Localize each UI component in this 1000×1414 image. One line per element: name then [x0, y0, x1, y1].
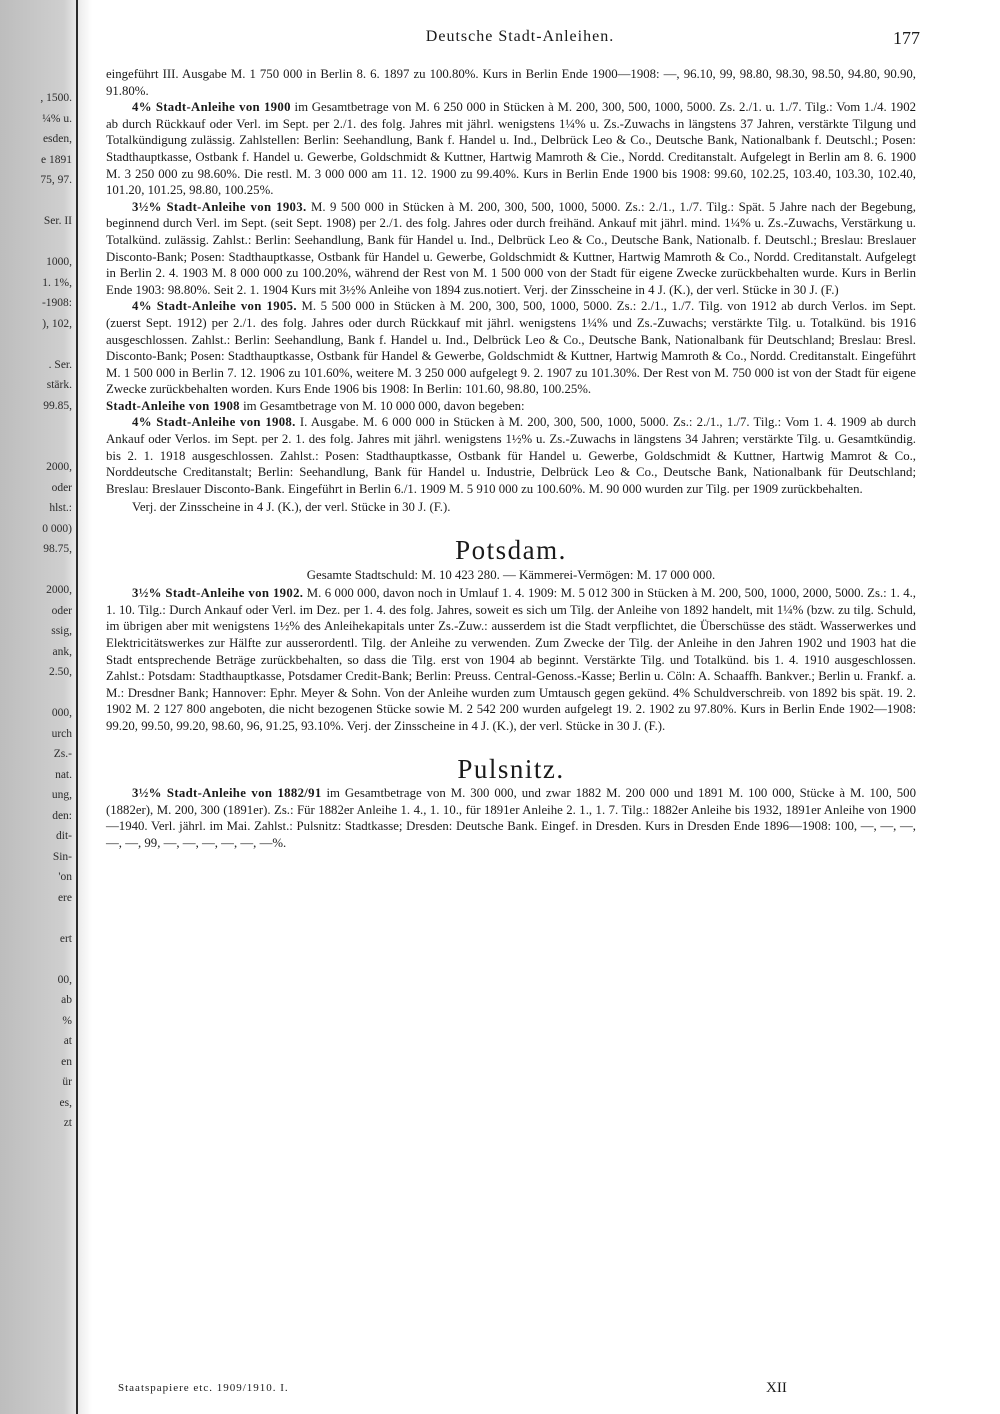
entry-text: M. 5 500 000 in Stücken à M. 200, 300, 500, 1000, 5000. Zs.: 2./1., 1./7. Tilg. von 1912 ab durch Verlos. im Sept. (zuerst Sept. 1912) per 2./1. des folg. Jahres oder durch Rückkauf mit jährl. wenigstens 1¼% und Zs.-Zuwachs; verstärkte Tilg. u. Totalkünd. bis 1916 ausgeschlossen. Zahlst.: Berlin: Seehandlung, Bank f. Handel u. Ind., Delbrück Leo & Co., Deutsche Bank, Nationalbank für Deutschland; Breslau: Bresl. Disconto-Bank; Posen: Stadthauptkasse, Ostbank für Handel & Gewerbe, Goldschmidt & Kuttner, Hartwig Mamroth & Co., Nordd. Creditanstalt. Eingeführt M. 1 500 000 in Berlin 7. 12. 1906 zu 101.60%, weitere M. 3 250 000 aufgelegt 9. 2. 1907 zu 101.30%. Der Rest von M. 750 000 ist von der Stadt für eigene Zwecke zurückbehalten worden. Kurs Ende 1906 bis 1908: In Berlin: 101.60, 98.80, 100.25%.: [106, 299, 916, 397]
berlin-entry-1908-total: [106, 398, 916, 415]
berlin-entry-1903: [106, 199, 916, 299]
potsdam-debt-summary: Gesamte Stadtschuld: M. 10 423 280. — Kämmerei-Vermögen: M. 17 000 000.: [306, 567, 716, 582]
entry-text: M. 6 000 000, davon noch in Umlauf 1. 4. 1909: M. 5 012 300 in Stücken à M. 200, 500, 1000, 2000, 5000. Zs.: 1. 4., 1. 10. Tilg.: Durch Ankauf oder Verl. im Dez. per 1. 4. des folg. Jahres, soweit es sich um Tilg. der Anleihe von 1892 handelt, mit 1¼% (bzw. zu tilg. Schuld, im übrigen aber mit wenigstens 1½% des Anleihekapitals unter Zs.-Zuw.: ausserdem ist die Stadt verpflichtet, die Überschüsse des städt. Wasserwerkes und Elektricitätswerkes zur Hälfte zur ausserordentl. Tilg. der Anleihe zu verwenden. Zum Zwecke der Tilg. der Anleihe in den Jahren 1902 und 1903 hat die Stadt entsprechende Beträge zurückbehalten, so dass die Tilg. erst von 1904 ab beginnt. Verstärkte Tilg. und Totalkünd. bis 1. 4. 1910 ausgeschlossen. Zahlst.: Potsdam: Stadthauptkasse, Potsdamer Credit-Bank; Berlin: Preuss. Central-Genoss.-Kasse; Berlin u. Cöln: A. Schaaffh. Bankver.; Berlin u. Frankf. a. M.: Dresdner Bank; Hannover: Ephr. Meyer & Sohn. Von der Anleihe wurden zum Umtausch gegen gekünd. 4% Schuldverschreib. von 1892 bis spät. 19. 2. 1902 M. 2 127 800 angeboten, die nicht bezogenen Stücke sowie M. 2 542 200 wurden aufgelegt 19. 2. 1902 zu 97.80%. Kurs in Berlin Ende 1902—1908: 99.20, 99.50, 99.20, 98.60, 96, 91.25, 93.10%. Verj. der Zinsscheine in 4 J. (K.), der verl. Stücke in 30 J. (F.).: [106, 586, 916, 733]
running-title: Deutsche Stadt-Anleihen.: [425, 28, 615, 45]
berlin-entry-1900: [106, 99, 916, 199]
entry-heading: 4% Stadt-Anleihe von 1900: [132, 100, 291, 115]
entry-heading: 3½% Stadt-Anleihe von 1902.: [132, 586, 304, 601]
entry-text: M. 9 500 000 in Stücken à M. 200, 300, 500, 1000, 5000. Zs.: 2./1., 1./7. Tilg.: Spät. 5 Jahre nach der Begebung, beginnend durch Verl. im Sept. (seit Sept. 1908) per 2./1. des folg. Jahres oder durch freihänd. Ankauf mit jährl. mind. 1¼% u. Zs.-Zuwachs, Verstärkung u. Totalkünd. zulässig. Zahlst.: Berlin: Seehandlung, Bank für Handel u. Ind., Delbrück Leo & Co., Deutsche Bank, Nationalb. f. Deutschl.; Breslau: Breslauer Disconto-Bank; Posen: Stadthauptkasse, Ostbank für Handel u. Gewerbe, Goldschmidt & Kuttner, Hartwig Mamroth & Co., Nordd. Creditanstalt. Aufgelegt in Berlin 2. 4. 1903 M. 8 000 000 zu 100.20%, während der Rest von M. 1 500 000 von der Stadt für eigene Zwecke zurückbehalten wurde. Kurs in Berlin Ende 1903: 98.80%. Seit 2. 1. 1904 Kurs mit 3½% Anleihe von 1894 zus.notiert. Verj. der Zinsscheine in 4 J. (K.), der verl. Stücke in 30 J. (F.): [106, 199, 916, 297]
entry-heading: Stadt-Anleihe von 1908: [106, 398, 240, 413]
entry-text: im Gesamtbetrage von M. 6 250 000 in Stücken à M. 200, 300, 500, 1000, 5000. Zs. 2./1. u. 1./7. Tilg.: Vom 1./4. 1902 ab durch Rückkauf oder Verl. im Sept. per 2./1. des folg. Jahres mit jährl. wenigstens 1¼% u. Zs.-Zuwachs in längstens 37 Jahren, verstärkte Tilgung und Totalkündigung zulässig. Zahlstellen: Berlin: Seehandlung, Bank f. Handel u. Ind., Delbrück Leo & Co., Deutsche Bank, Nationalbank f. Deutschl.; Posen: Stadthauptkasse, Ostbank f. Handel u. Gewerbe, Goldschmidt & Kuttner, Hartwig Mamroth & Cie., Nordd. Creditanstalt. Aufgelegt in Berlin am 8. 6. 1900 M. 3 250 000 zu 98.60%. Die restl. M. 3 000 000 am 11. 12. 1900 zu 99.40%. Kurs in Berlin Ende 1900 bis 1908: 99.60, 102.25, 103.40, 103.30, 102.40, 101.20, 101.25, 98.80, 100.25%.: [106, 100, 917, 198]
city-heading-potsdam: Potsdam.: [455, 535, 567, 566]
entry-text: I. Ausgabe. M. 6 000 000 in Stücken à M. 200, 300, 500, 1000, 5000. Zs.: 2./1., 1./7. Tilg.: Vom 1. 4. 1909 ab durch Ankauf oder Verlos. im Sept. per 2. 1. des folg. Jahres mit jährl. wenigstens 1½% u. Zs.-Zuwachs in längstens 34 Jahren; verstärkte Tilg. u. Gesamtkündig. bis 2. 1. 1918 ausgeschlossen. Zahlst.: Posen: Stadthauptkasse, Ostbank für Handel u. Gewerbe, Goldschmidt & Kuttner, Hartwig Mamrot & Co., Norddeutsche Creditanstalt; Berlin: Seehandlung, Bank für Handel u. Industrie, Delbrück Leo & Co., Deutsche Bank, Nationalbank für Deutschland; Breslau: Breslauer Disconto-Bank. Eingeführt in Berlin 6./1. 1909 M. 5 910 000 zu 100.60%. M. 90 000 wurden zur Tilg. per 1909 zurückbehalten.: [106, 415, 916, 496]
sheet-number: XII: [766, 1380, 787, 1396]
pulsnitz-entry-1882-91: [106, 785, 916, 851]
berlin-entry-1908: [106, 414, 916, 497]
page-body: [106, 66, 916, 852]
entry-heading: 3½% Stadt-Anleihe von 1903.: [132, 199, 307, 214]
gutter-edge-line: [76, 0, 78, 1414]
entry-heading: 4% Stadt-Anleihe von 1905.: [132, 299, 297, 314]
berlin-continued-paragraph: eingeführt III. Ausgabe M. 1 750 000 in Berlin 8. 6. 1897 zu 100.80%. Kurs in Berlin Ende 1900—1908: —, 96.10, 99, 98.80, 98.30, 98.50, 94.80, 90.90, 91.80%.: [106, 67, 916, 98]
city-heading-pulsnitz: Pulsnitz.: [457, 753, 565, 784]
footer-signature: Staatspapiere etc. 1909/1910. I.: [118, 1382, 289, 1394]
berlin-entry-1905: [106, 298, 916, 398]
facing-page-fragments: , 1500. ¼% u. esden, e 1891 75, 97. Ser. II 1000, 1. 1%, -1908: ), 102, . Ser. stärk. 99.85, 2000, oder hlst.: 0 000) 98.75, 2000, oder ssig, ank, 2.50, 000, urch Zs.- nat. ung, den: dit- Sin- 'on ere ert 00, ab % at en ür es, zt: [40, 92, 72, 1129]
entry-text: im Gesamtbetrage von M. 10 000 000, davon begeben:: [243, 398, 525, 413]
entry-heading: 4% Stadt-Anleihe von 1908.: [132, 415, 296, 430]
entry-text: im Gesamtbetrage von M. 300 000, und zwar 1882 M. 200 000 und 1891 M. 100 000, Stücke à M. 100, 500 (1882er), M. 200, 300 (1891er). Zs.: Für 1882er Anleihe 1. 4., 1. 10., für 1891er Anleihe 2. 1., 1. 7. Tilg.: 1882er Anleihe bis 1932, 1891er Anleihe von 1900—1940. Verl. jährl. im Mai. Zahlst.: Pulsnitz: Stadtkasse; Dresden: Deutsche Bank. Eingef. in Dresden. Kurs in Dresden Ende 1896—1908: 100, —, —, —, —, —, 99, —, —, —, —, —, —%.: [106, 786, 916, 850]
page-number: 177: [893, 28, 920, 48]
entry-heading: 3½% Stadt-Anleihe von 1882/91: [132, 786, 322, 801]
berlin-limitation-note: Verj. der Zinsscheine in 4 J. (K.), der verl. Stücke in 30 J. (F.).: [132, 500, 451, 515]
page-header: [120, 28, 920, 58]
page-footer: [118, 1382, 818, 1402]
potsdam-entry-1902: [106, 585, 916, 734]
